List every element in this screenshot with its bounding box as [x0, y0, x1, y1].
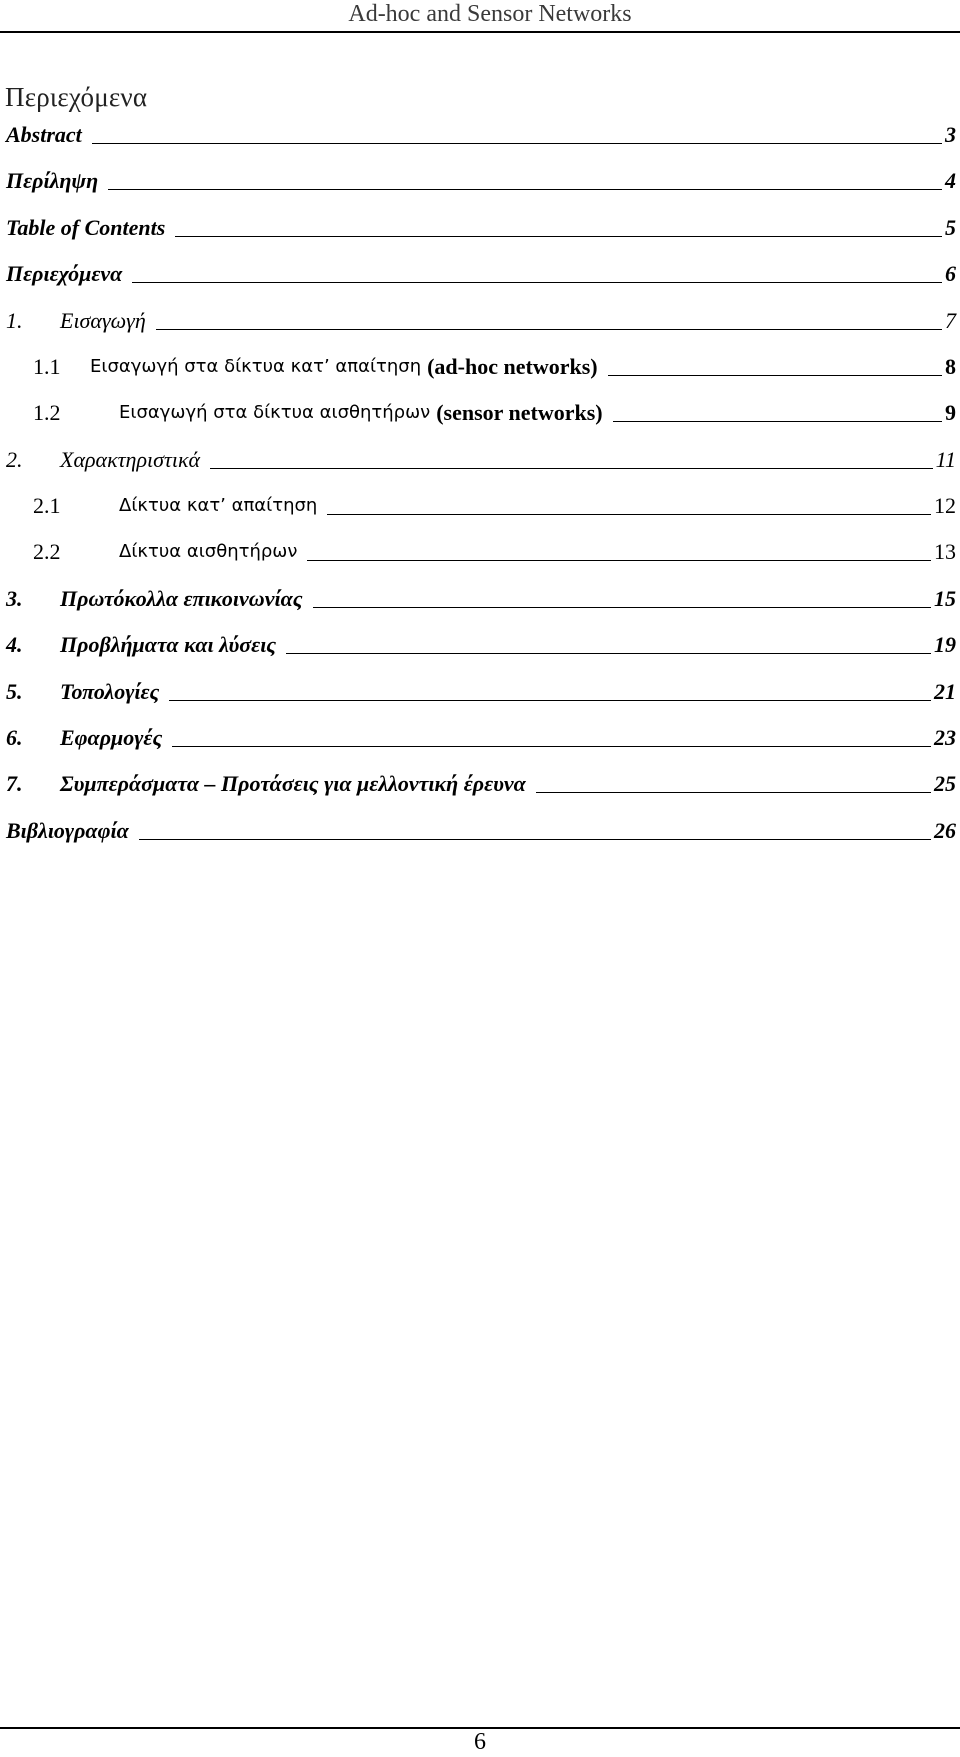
toc-entry-title: Δίκτυα κατ’ απαίτηση: [119, 495, 318, 516]
toc-leader-line: [313, 607, 931, 608]
toc-entry-title: Δίκτυα αισθητήρων: [119, 541, 298, 562]
toc-entry-title: Περίληψη: [6, 168, 99, 193]
toc-leader-line: [108, 189, 942, 190]
running-header-title: Ad-hoc and Sensor Networks: [348, 1, 632, 27]
toc-entry-number: 1.1: [33, 354, 61, 379]
toc-leader-line: [169, 700, 931, 701]
toc-entry-page: 25: [934, 771, 956, 796]
toc-entry-number: 1.2: [33, 400, 61, 425]
toc-entry-title: Εισαγωγή στα δίκτυα αισθητήρων: [119, 402, 431, 423]
toc-entry-chapter-1[interactable]: [6, 304, 956, 334]
toc-entry-bibliography[interactable]: [6, 814, 956, 844]
toc-leader-line: [156, 329, 942, 330]
toc-entry-number: 4.: [6, 632, 23, 657]
toc-entry-title: Συμπεράσματα – Προτάσεις για μελλοντική έρευνα: [60, 771, 526, 796]
toc-entry-table-of-contents[interactable]: [6, 211, 956, 241]
footer-page-number: 6: [474, 1729, 486, 1755]
toc-entry-title: Εισαγωγή: [60, 308, 146, 333]
toc-entry-number: 2.1: [33, 493, 61, 518]
toc-entry-title-strong: (ad-hoc networks): [427, 354, 598, 379]
toc-entry-page: 8: [945, 354, 956, 379]
toc-leader-line: [172, 746, 931, 747]
toc-entry-number: 2.: [6, 447, 23, 472]
toc-entry-number: 2.2: [33, 539, 61, 564]
toc-entry-title: Abstract: [6, 122, 82, 147]
toc-entry-page: 15: [934, 586, 956, 611]
toc-entry-number: 5.: [6, 679, 23, 704]
toc-entry-periexomena[interactable]: [6, 257, 956, 287]
toc-entry-title: Προβλήματα και λύσεις: [60, 632, 277, 657]
toc-leader-line: [175, 236, 942, 237]
toc-leader-line: [613, 421, 942, 422]
toc-entry-page: 3: [945, 122, 956, 147]
toc-entry-chapter-6[interactable]: [6, 721, 956, 751]
toc-entry-page: 4: [945, 168, 956, 193]
toc-entry-title: Εισαγωγή στα δίκτυα κατ’ απαίτηση: [90, 356, 422, 377]
toc-entry-page: 5: [945, 215, 956, 240]
toc-entry-section-2-1[interactable]: [6, 489, 956, 519]
toc-entry-page: 19: [934, 632, 956, 657]
toc-entry-section-1-1[interactable]: [6, 350, 956, 380]
toc-leader-line: [210, 468, 933, 469]
toc-leader-line: [139, 839, 931, 840]
toc-entry-number: 1.: [6, 308, 23, 333]
toc-heading: Περιεχόμενα: [5, 82, 148, 112]
toc-entry-title: Βιβλιογραφία: [6, 818, 129, 843]
toc-leader-line: [286, 653, 931, 654]
toc-entry-page: 26: [934, 818, 956, 843]
toc-leader-line: [307, 560, 931, 561]
toc-entry-title: Πρωτόκολλα επικοινωνίας: [60, 586, 303, 611]
toc-entry-number: 6.: [6, 725, 23, 750]
toc-entry-page: 21: [934, 679, 956, 704]
toc-entry-chapter-2[interactable]: [6, 443, 956, 473]
toc-entry-page: 9: [945, 400, 956, 425]
toc-entry-title-strong: (sensor networks): [436, 400, 603, 425]
toc-entry-section-1-2[interactable]: [6, 396, 956, 426]
running-header: [0, 0, 960, 33]
toc-entry-chapter-7[interactable]: [6, 767, 956, 797]
toc-entry-page: 6: [945, 261, 956, 286]
toc-entry-page: 11: [935, 447, 956, 472]
toc-leader-line: [536, 792, 931, 793]
toc-entry-title: Εφαρμογές: [60, 725, 163, 750]
toc-entry-number: 7.: [6, 771, 23, 796]
toc-entry-page: 12: [934, 493, 956, 518]
toc-entry-page: 23: [934, 725, 956, 750]
toc-leader-line: [608, 375, 942, 376]
toc-leader-line: [327, 514, 931, 515]
toc-entry-chapter-3[interactable]: [6, 582, 956, 612]
toc-entry-abstract[interactable]: [6, 118, 956, 148]
toc-entry-title: Περιεχόμενα: [6, 261, 123, 286]
toc-leader-line: [92, 143, 942, 144]
toc-entry-number: 3.: [6, 586, 23, 611]
toc-leader-line: [132, 282, 942, 283]
toc-entry-section-2-2[interactable]: [6, 535, 956, 565]
toc-entry-title: Χαρακτηριστικά: [60, 447, 201, 472]
toc-entry-page: 7: [945, 308, 956, 333]
toc-entry-chapter-5[interactable]: [6, 675, 956, 705]
toc-entry-page: 13: [934, 539, 956, 564]
toc-entry-title: Τοπολογίες: [60, 679, 160, 704]
toc-entry-title: Table of Contents: [6, 215, 166, 240]
toc-entry-perilipsi[interactable]: [6, 164, 956, 194]
toc-entry-chapter-4[interactable]: [6, 628, 956, 658]
